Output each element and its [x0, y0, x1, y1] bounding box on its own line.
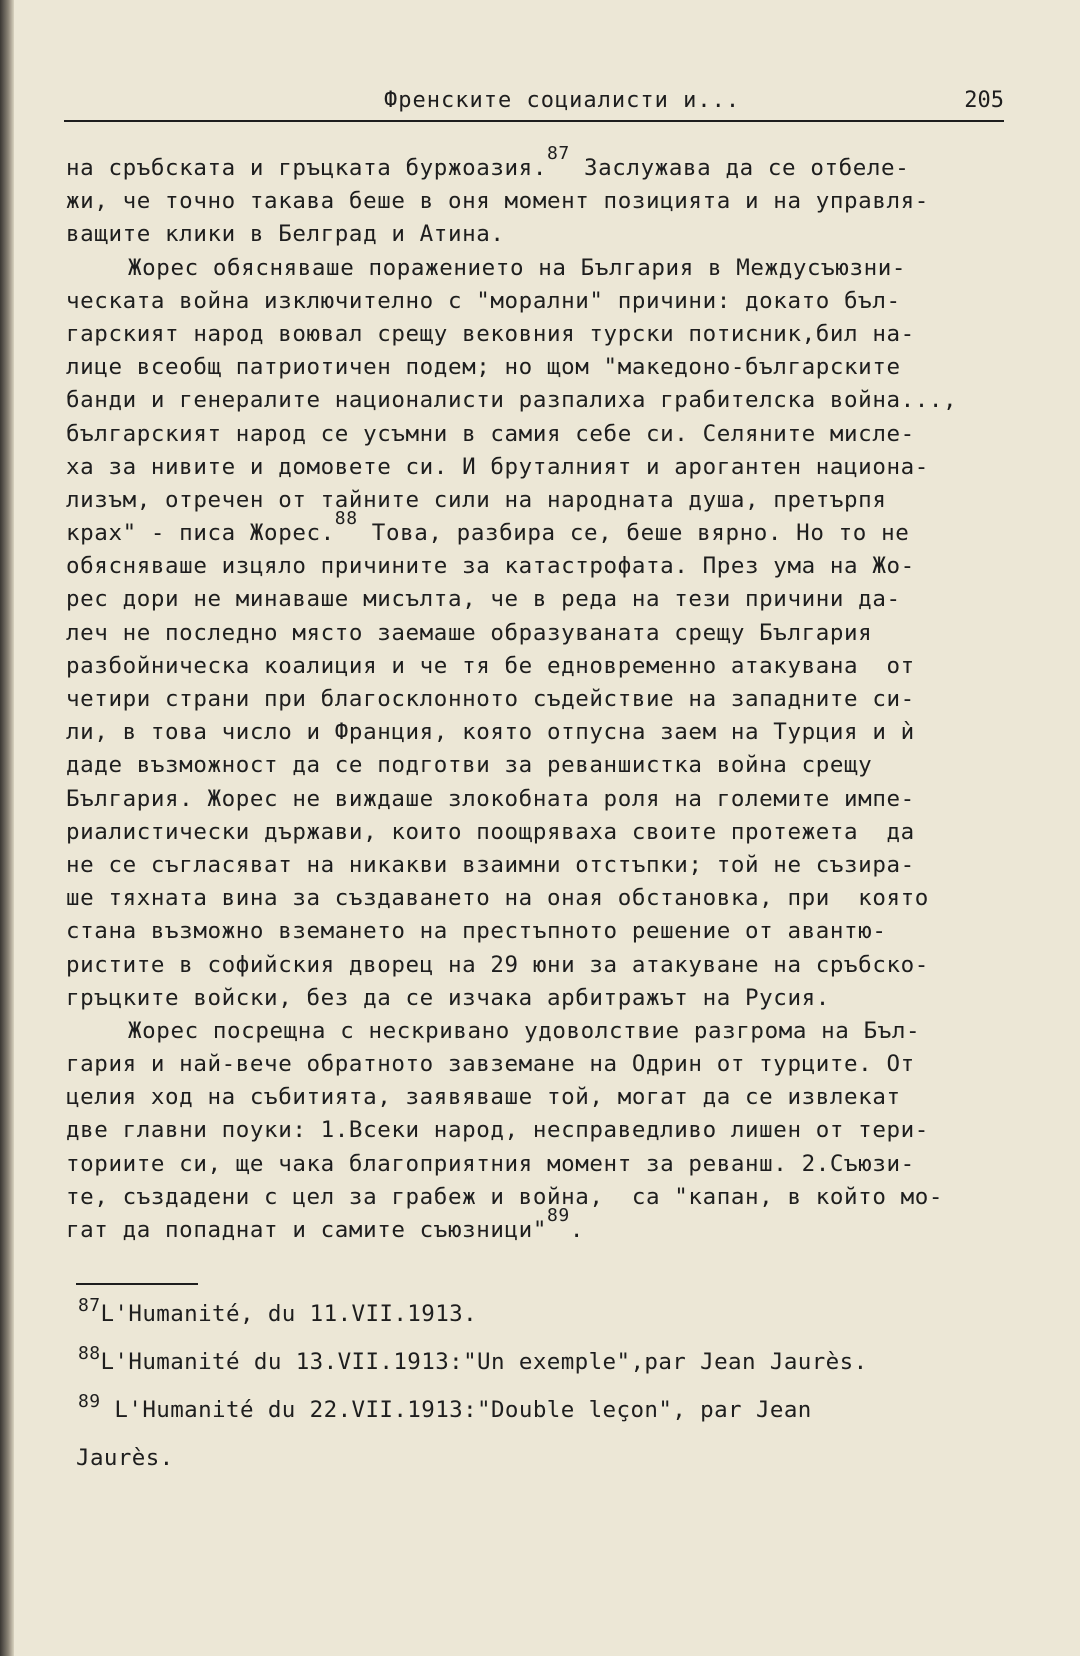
footnote [78, 1386, 1018, 1434]
text-line-content: Жорес посрещна с нескривано удоволствие разгрома на Бъл- [128, 1017, 921, 1044]
text-line-content: ли, в това число и Франция, която отпусна заем на Турция и ѝ [66, 719, 915, 746]
text-line-content: гат да попаднат и самите съюзници" [66, 1217, 547, 1243]
footnote-separator [76, 1283, 198, 1285]
text-line-content: леч не последно място заемаше образуваната срещу България [66, 619, 873, 646]
text-line [66, 982, 1016, 1015]
text-line [66, 143, 1016, 185]
text-line [66, 1181, 1016, 1214]
text-line-content: ха за нивите и домовете си. И бруталният и арогантен национа- [66, 453, 929, 480]
footnote-number: 89 [78, 1391, 101, 1412]
text-line [66, 749, 1016, 782]
footnote-text: Jaurès. [76, 1445, 174, 1471]
text-line-content: ческата война изключително с "морални" причини: докато бъл- [66, 287, 901, 314]
text-line-content: жи, че точно такава беше в оня момент позицията и на управля- [66, 188, 929, 215]
text-line-content: на сръбската и гръцката буржоазия. [66, 155, 547, 181]
text-line-content: лице всеобщ патриотичен подем; но щом "македоно-българските [66, 354, 901, 381]
footnote-text: L'Humanité, du 11.VII.1913. [100, 1301, 478, 1327]
text-line [66, 185, 1016, 218]
text-line-content: българският народ се усъмни в самия себе си. Селяните мисле- [66, 420, 915, 447]
text-line-content: обясняваше изцяло причините за катастрофата. През ума на Жо- [66, 553, 915, 580]
text-line [66, 849, 1016, 882]
text-line [66, 1048, 1016, 1081]
text-line [66, 949, 1016, 982]
text-line-content: риалистически държави, които поощряваха своите протежета да [66, 818, 915, 845]
text-line-continuation: . [569, 1217, 584, 1243]
text-line [66, 285, 1016, 318]
text-line-continuation: Заслужава да се отбеле- [569, 155, 910, 181]
footnote-reference: 88 [334, 508, 358, 530]
text-line [66, 816, 1016, 849]
body-text [66, 143, 1016, 1247]
text-line [66, 351, 1016, 384]
page-number: 205 [964, 88, 1004, 113]
running-header [64, 86, 1004, 122]
text-line [66, 418, 1016, 451]
text-line-content: банди и генералите националисти разпалиха грабителска война..., [66, 387, 958, 414]
text-line-content: рес дори не минаваше мисълта, че в реда на тези причини да- [66, 586, 901, 613]
text-line [66, 318, 1016, 351]
text-line [66, 508, 1016, 550]
footnote-number: 88 [78, 1343, 101, 1364]
text-line [66, 716, 1016, 749]
text-line-content: лизъм, отречен от тайните сили на народната душа, претърпя [66, 486, 887, 513]
footnotes [78, 1290, 1018, 1482]
text-line-content: даде възможност да се подготви за реваншистка война срещу [66, 752, 873, 779]
text-line [66, 252, 1016, 285]
text-line [66, 650, 1016, 683]
text-line [66, 915, 1016, 948]
text-line [66, 384, 1016, 417]
text-line [66, 882, 1016, 915]
text-line [66, 218, 1016, 251]
text-line-content: крах" - писа Жорес. [66, 520, 335, 547]
text-line-content: разбойническа коалиция и че тя бе едновременно атакувана от [66, 652, 915, 679]
text-line [66, 617, 1016, 650]
footnote [78, 1338, 1018, 1386]
text-line-content: гария и най-вече обратното завземане на Одрин от турците. От [66, 1051, 915, 1078]
text-line-content: две главни поуки: 1.Всеки народ, несправедливо лишен от тери- [66, 1117, 929, 1144]
text-line [66, 783, 1016, 816]
text-line-content: целия ход на събитията, заявяваше той, могат да се извлекат [66, 1084, 901, 1111]
text-line-content: не се съгласяват на никакви взаимни отстъпки; той не съзира- [66, 851, 915, 878]
text-line [66, 1114, 1016, 1147]
text-line-content: България. Жорес не виждаше злокобната роля на големите импе- [66, 785, 915, 812]
text-line [66, 550, 1016, 583]
text-line-content: те, създадени с цел за грабеж и война, са "капан, в който мо- [66, 1183, 944, 1210]
text-line [66, 1205, 1016, 1247]
text-line-content: Жорес обясняваше поражението на България в Междусъюзни- [128, 254, 907, 281]
text-line-continuation: Това, разбира се, беше вярно. Но то не [357, 520, 910, 547]
running-header-title: Френските социалисти и... [384, 88, 741, 113]
text-line [66, 484, 1016, 517]
text-line-content: ващите клики в Белград и Атина. [66, 221, 505, 248]
text-line [66, 451, 1016, 484]
footnote-text: L'Humanité du 13.VII.1913:"Un exemple",par Jean Jaurès. [100, 1349, 868, 1375]
text-line-content: стана възможно вземането на престъпното решение от авантю- [66, 918, 887, 945]
text-line [66, 1148, 1016, 1181]
footnote [76, 1434, 1018, 1482]
text-line [66, 583, 1016, 616]
text-line-content: ристите в софийския дворец на 29 юни за атакуване на сръбско- [66, 951, 929, 978]
footnote [78, 1290, 1018, 1338]
footnote-reference: 89 [546, 1205, 570, 1226]
footnote-text: L'Humanité du 22.VII.1913:"Double leçon", par Jean [100, 1397, 812, 1423]
footnote-reference: 87 [546, 143, 570, 164]
text-line [66, 1015, 1016, 1048]
footnote-number: 87 [78, 1295, 101, 1316]
text-line-content: гръцките войски, без да се изчака арбитражът на Русия. [66, 984, 830, 1011]
text-line-content: ше тяхната вина за създаването на оная обстановка, при която [66, 885, 929, 912]
text-line-content: гарският народ воювал срещу вековния турски потисник,бил на- [66, 320, 915, 347]
text-line-content: четири страни при благосклонното съдействие на западните си- [66, 686, 915, 712]
text-line [66, 683, 1016, 716]
text-line-content: ториите си, ще чака благоприятния момент за реванш. 2.Съюзи- [66, 1150, 915, 1177]
text-line [66, 1081, 1016, 1114]
